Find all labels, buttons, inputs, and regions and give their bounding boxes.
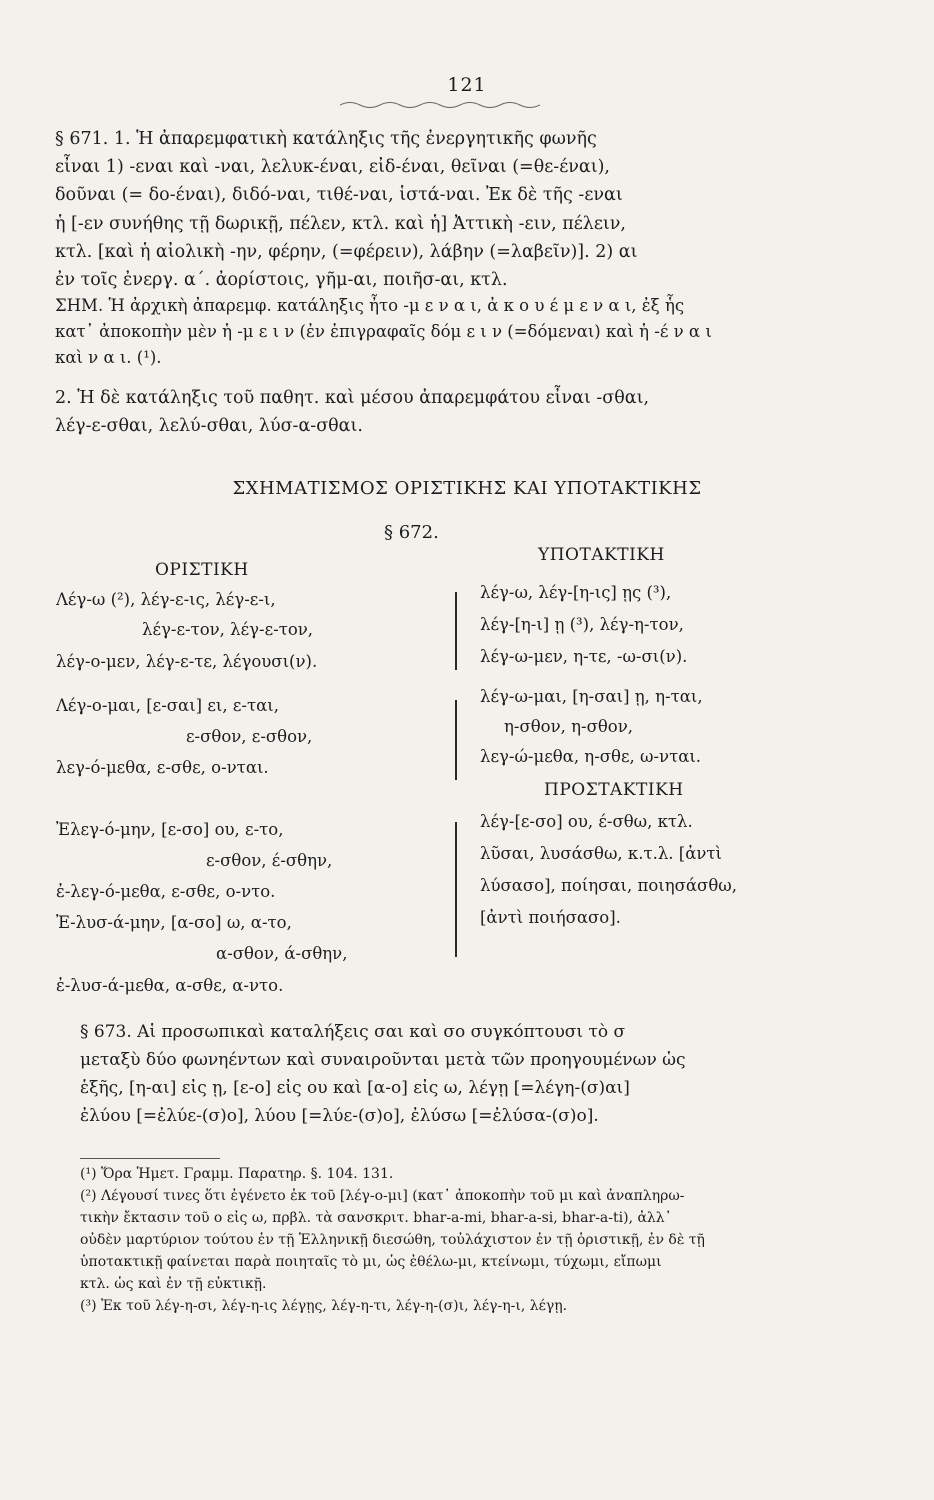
text-line: ἐν τοῖς ἐνεργ. α΄. ἀορίστοις, γῆμ-αι, ποιῆσ-αι, κτλ. xyxy=(55,270,508,291)
footnote-line: κτλ. ὡς καὶ ἐν τῇ εὐκτικῇ. xyxy=(80,1276,267,1292)
paradigm-line: λῦσαι, λυσάσθω, κ.τ.λ. [ἀντὶ xyxy=(480,844,722,863)
text-line: εἶναι 1) -εναι καὶ -ναι, λελυκ-έναι, εἰδ-έναι, θεῖναι (=θε-έναι), xyxy=(55,157,610,178)
paradigm-line: λέγ-ω, λέγ-[η-ις] ῃς (³), xyxy=(480,583,672,602)
paradigm-line: λέγ-ε-τον, λέγ-ε-τον, xyxy=(142,620,314,639)
paradigm-line: Λέγ-ω (²), λέγ-ε-ις, λέγ-ε-ι, xyxy=(56,590,276,609)
paradigm-line: λεγ-ό-μεθα, ε-σθε, ο-νται. xyxy=(56,758,269,777)
paradigm-line: ἐ-λυσ-ά-μεθα, α-σθε, α-ντο. xyxy=(56,976,284,995)
text-line: 2. Ἡ δὲ κατάληξις τοῦ παθητ. καὶ μέσου ἀπαρεμφάτου εἶναι -σθαι, xyxy=(55,388,650,408)
paradigm-line: Ἐλεγ-ό-μην, [ε-σο] ου, ε-το, xyxy=(56,820,284,839)
text-line: ἐλύου [=ἐλύε-(σ)ο], λύου [=λύε-(σ)ο], ἐλύσω [=ἐλύσα-(σ)ο]. xyxy=(80,1106,599,1126)
footnote-line: (²) Λέγουσί τινες ὅτι ἐγένετο ἐκ τοῦ [λέγ-ο-μι] (κατ᾽ ἀποκοπὴν τοῦ μι καὶ ἀναπληρω- xyxy=(80,1188,685,1204)
brace-divider xyxy=(455,592,457,670)
paradigm-line: Ἐ-λυσ-ά-μην, [α-σο] ω, α-το, xyxy=(56,913,292,932)
paradigm-line: λέγ-ο-μεν, λέγ-ε-τε, λέγουσι(ν). xyxy=(56,652,318,671)
paradigm-line: λέγ-ω-μεν, η-τε, -ω-σι(ν). xyxy=(480,647,688,666)
text-line: κατ᾽ ἀποκοπὴν μὲν ἡ -μ ε ι ν (ἐν ἐπιγραφαῖς δόμ ε ι ν (=δόμεναι) καὶ ἡ -έ ν α ι xyxy=(55,322,712,341)
page-number: 121 xyxy=(447,74,487,96)
oristiki-heading: ΟΡΙΣΤΙΚΗ xyxy=(155,560,249,580)
footnote-line: (³) Ἐκ τοῦ λέγ-η-σι, λέγ-η-ις λέγῃς, λέγ-η-τι, λέγ-η-(σ)ι, λέγ-η-ι, λέγῃ. xyxy=(80,1298,568,1314)
text-line: δοῦναι (= δο-έναι), διδό-ναι, τιθέ-ναι, ἱστά-ναι. Ἐκ δὲ τῆς -εναι xyxy=(55,185,623,206)
text-line: λέγ-ε-σθαι, λελύ-σθαι, λύσ-α-σθαι. xyxy=(55,416,363,437)
text-line: κτλ. [καὶ ἡ αἰολικὴ -ην, φέρην, (=φέρειν), λάβην (=λαβεῖν)]. 2) αι xyxy=(55,241,638,262)
footnotes xyxy=(80,1163,825,1317)
text-line: καὶ ν α ι. (¹). xyxy=(55,348,162,367)
paradigm-line: λέγ-ω-μαι, [η-σαι] ῃ, η-ται, xyxy=(480,687,703,706)
paradigm-line: λέγ-[η-ι] ῃ (³), λέγ-η-τον, xyxy=(480,615,684,634)
section-title: ΣΧΗΜΑΤΙΣΜΟΣ ΟΡΙΣΤΙΚΗΣ ΚΑΙ ΥΠΟΤΑΚΤΙΚΗΣ xyxy=(232,478,702,499)
footnote-line: (¹) Ὅρα Ἡμετ. Γραμμ. Παρατηρ. §. 104. 131. xyxy=(80,1166,394,1182)
brace-divider xyxy=(455,822,457,957)
paradigm-line: ε-σθον, ε-σθον, xyxy=(186,727,313,746)
paradigm-line: λύσασο], ποίησαι, ποιησάσθω, xyxy=(480,876,737,895)
footnote-line: ὑποτακτικῇ φαίνεται παρὰ ποιηταῖς τὸ μι, ὡς ἐθέλω-μι, κτείνωμι, τύχωμι, εἴπωμι xyxy=(80,1254,662,1270)
section-673-paragraph xyxy=(80,1018,825,1130)
paradigm-line: ἐ-λεγ-ό-μεθα, ε-σθε, ο-ντο. xyxy=(56,882,276,901)
paradigm-line: [ἀντὶ ποιήσασο]. xyxy=(480,908,621,927)
footnote-line: οὐδὲν μαρτύριον τούτου ἐν τῇ Ἑλληνικῇ διεσώθη, τοὐλάχιστον ἐν τῇ ὁριστικῇ, ἐν δὲ τῇ xyxy=(80,1232,705,1248)
ornament-rule-icon xyxy=(340,100,540,110)
text-line: ΣΗΜ. Ἡ ἀρχικὴ ἀπαρεμφ. κατάληξις ἦτο -μ ε ν α ι, ἀ κ ο υ έ μ ε ν α ι, ἐξ ἧς xyxy=(55,296,685,315)
section-671-2-paragraph xyxy=(55,384,825,440)
footnote-rule xyxy=(80,1158,220,1159)
text-line: μεταξὺ δύο φωνηέντων καὶ συναιροῦνται μετὰ τῶν προηγουμένων ὡς xyxy=(80,1050,686,1070)
hypotaktiki-heading: ΥΠΟΤΑΚΤΙΚΗ xyxy=(538,545,665,565)
section-671-paragraph xyxy=(55,125,825,294)
footnote-line: τικὴν ἔκτασιν τοῦ ο εἰς ω, πρβλ. τὰ σανσκριτ. bhar-a-mi, bhar-a-si, bhar-a-ti), ἀλλ᾽ xyxy=(80,1210,672,1226)
paradigm-line: α-σθον, ά-σθην, xyxy=(216,944,348,963)
paradigm-line: λέγ-[ε-σο] ου, έ-σθω, κτλ. xyxy=(480,812,693,831)
text-line: ἡ [-εν συνήθης τῇ δωρικῇ, πέλεν, κτλ. καὶ ἡ] Ἀττικὴ -ειν, πέλειν, xyxy=(55,213,626,234)
note-paragraph xyxy=(55,293,825,371)
paradigm-line: λεγ-ώ-μεθα, η-σθε, ω-νται. xyxy=(480,747,702,766)
paradigm-line: Λέγ-ο-μαι, [ε-σαι] ει, ε-ται, xyxy=(56,696,279,715)
text-line: § 671. 1. Ἡ ἀπαρεμφατικὴ κατάληξις τῆς ἐνεργητικῆς φωνῆς xyxy=(55,129,597,149)
section-672-number: § 672. xyxy=(384,522,439,543)
prostaktiki-heading: ΠΡΟΣΤΑΚΤΙΚΗ xyxy=(544,780,684,800)
text-line: § 673. Αἱ προσωπικαὶ καταλήξεις σαι καὶ σο συγκόπτουσι τὸ σ xyxy=(80,1022,626,1042)
paradigm-line: η-σθον, η-σθον, xyxy=(504,717,633,736)
text-line: ἑξῆς, [η-αι] εἰς ῃ, [ε-ο] εἰς ου καὶ [α-ο] εἰς ω, λέγῃ [=λέγη-(σ)αι] xyxy=(80,1078,630,1098)
brace-divider xyxy=(455,700,457,780)
paradigm-line: ε-σθον, έ-σθην, xyxy=(206,851,333,870)
